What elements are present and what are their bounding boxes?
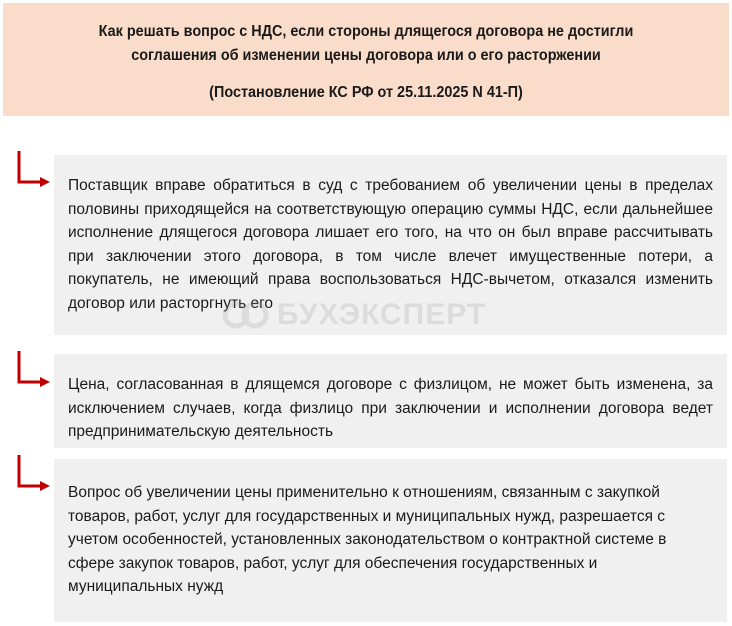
header-banner [3,3,729,116]
list-item [54,459,727,622]
item-text: Поставщик вправе обратиться в суд с требованием об увеличении цены в пределах половины приходящейся на соответствующую операцию суммы НДС, если дальнейшее исполнение длящегося договора лишает его того, на что он был вправе рассчитывать при заключении этого договора, в том числе влечет имущественные потери, а покупатель, не имеющий права воспользоваться НДС-вычетом, отказался изменить договор или расторгнуть его [68,177,713,312]
item-text: Цена, согласованная в длящемся договоре с физлицом, не может быть изменена, за исключением случаев, когда физлицо при заключении и исполнении договора ведет предпринимательскую деятельность [68,376,713,440]
list-item [54,354,727,448]
list-item [54,155,727,335]
elbow-arrow-right-icon [12,148,52,188]
elbow-arrow-right-icon [12,348,52,388]
title-line-2: соглашения об изменении цены договора или о его расторжении [131,47,601,64]
page-title [28,20,703,68]
item-text: Вопрос об увеличении цены применительно к отношениям, связанным с закупкой товаров, работ, услуг для государственных и муниципальных нужд, разрешается с учетом особенностей, установленных законодательством о контрактной системе в сфере закупок товаров, работ, услуг для обеспечения государственных и муниципальных нужд [68,484,667,595]
source-reference: (Постановление КС РФ от 25.11.2025 N 41-П) [209,84,523,101]
elbow-arrow-right-icon [12,452,52,492]
title-line-1: Как решать вопрос с НДС, если стороны длящегося договора не достигли [98,23,634,40]
watermark-text: БУХЭКСПЕРТ [277,298,487,331]
